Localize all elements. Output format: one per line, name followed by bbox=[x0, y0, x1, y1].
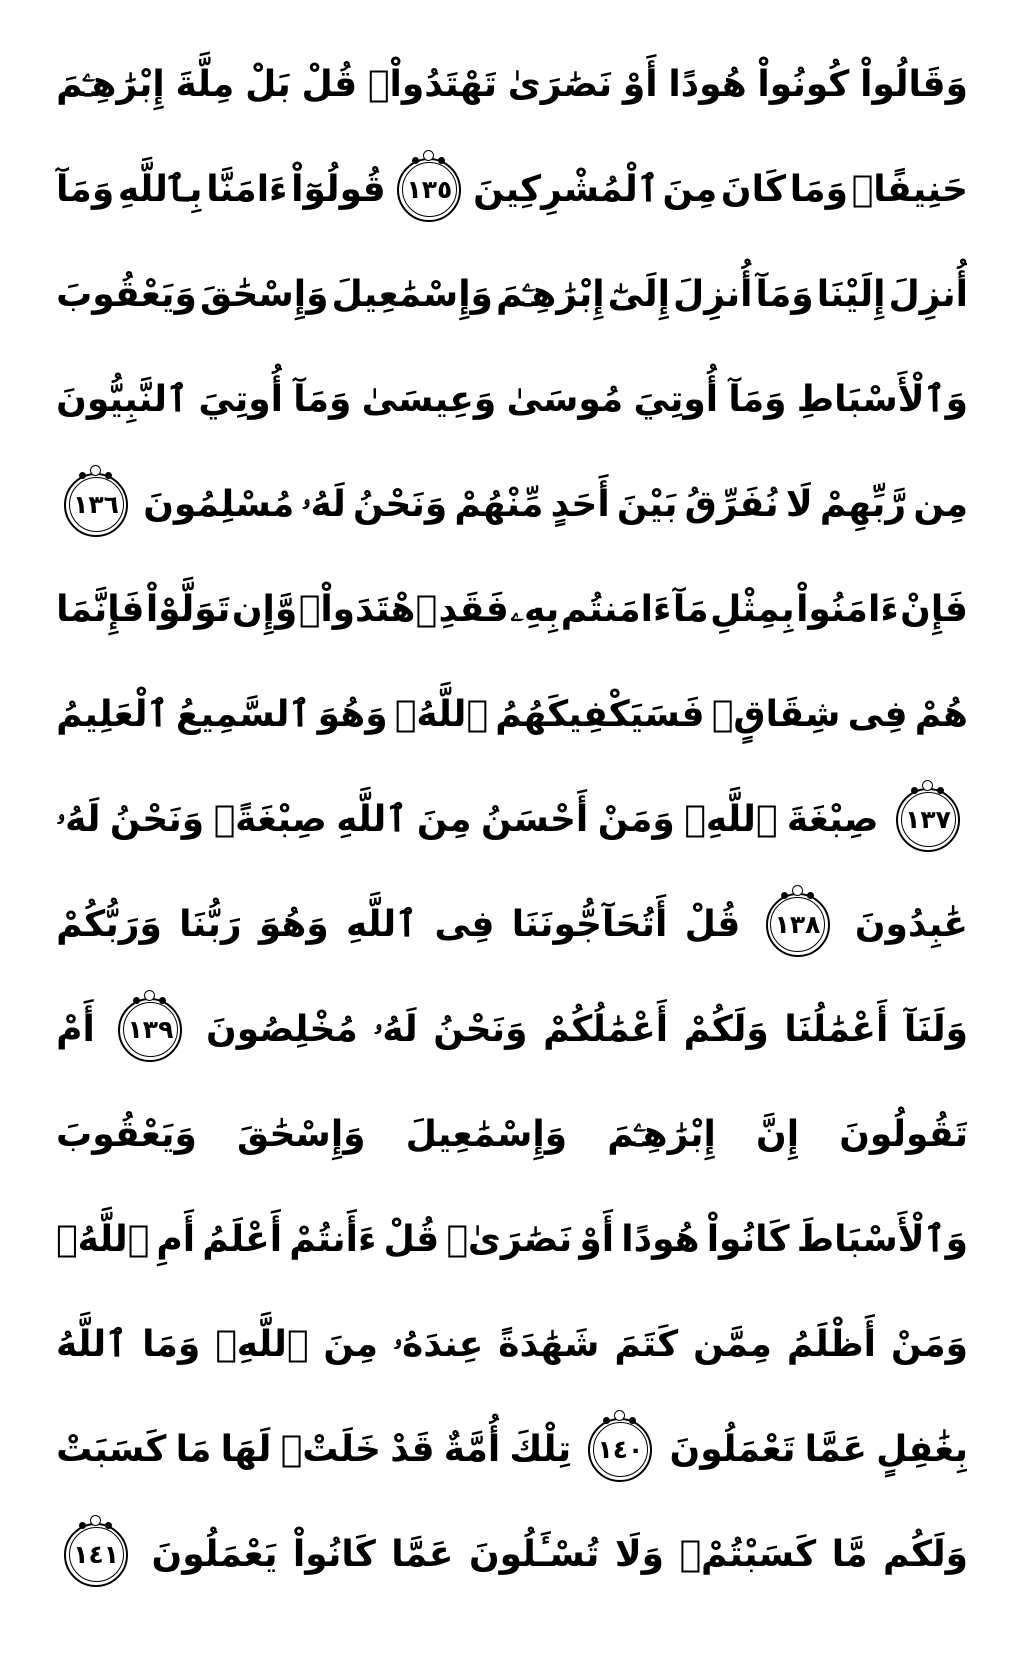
quran-word: مِنَ bbox=[416, 799, 472, 840]
quran-word: نُفَرِّقُ bbox=[684, 484, 779, 525]
quran-word: أُمَّةٌ bbox=[443, 1429, 501, 1470]
quran-word: صِبْغَةَ bbox=[786, 799, 879, 840]
quran-word: إِلَيْنَا bbox=[816, 274, 886, 315]
quran-word: قُولُوٓاْ bbox=[291, 169, 386, 210]
quran-word: وَمَآ bbox=[293, 379, 352, 420]
quran-word: أُوتِيَ bbox=[633, 379, 719, 420]
verse-number: ١٣٨ bbox=[774, 910, 821, 939]
quran-word: رَّبِّهِمْ bbox=[819, 484, 907, 525]
quran-word: قُلْ bbox=[684, 904, 741, 945]
quran-word: ٱللَّهُۚ bbox=[394, 694, 489, 735]
quran-word: إِبْرَٰهِـۧمَ bbox=[607, 1113, 716, 1155]
quran-word: وَهُوَ bbox=[317, 694, 388, 735]
quran-word: بِهِۦ bbox=[510, 588, 560, 630]
quran-word: وَمَنْ bbox=[890, 1324, 968, 1365]
quran-word: كَانُواْ bbox=[706, 1219, 790, 1260]
mushaf-line bbox=[56, 1082, 968, 1187]
verse-end-marker bbox=[64, 473, 128, 537]
quran-word: أَعْمَٰلُنَا bbox=[784, 1009, 889, 1050]
quran-word: تِلْكَ bbox=[509, 1429, 572, 1470]
quran-word: وَمَآ bbox=[755, 274, 814, 315]
quran-word: قُلْ bbox=[383, 1219, 440, 1260]
mushaf-line bbox=[56, 137, 968, 242]
verse-number: ١٣٥ bbox=[406, 175, 453, 204]
quran-word: هُودًا bbox=[621, 1219, 700, 1260]
quran-word: أَعْلَمُ bbox=[202, 1219, 283, 1260]
mushaf-line bbox=[56, 1397, 968, 1502]
quran-word: بِغَٰفِلٍ bbox=[876, 1429, 968, 1470]
quran-word: أُنزِلَ bbox=[672, 274, 753, 315]
quran-word: إِبْرَٰهِـۧمَ bbox=[56, 63, 165, 105]
verse-number: ١٣٦ bbox=[73, 490, 119, 519]
quran-word: وَلَكُم bbox=[882, 1534, 968, 1575]
quran-word: وَمَآ bbox=[56, 169, 115, 210]
quran-word: ٱلنَّبِيُّونَ bbox=[56, 379, 189, 420]
quran-word: أَوْ bbox=[579, 1219, 615, 1260]
quran-word: أَحْسَنُ bbox=[480, 799, 589, 840]
quran-word: أَحَدٍ bbox=[550, 484, 610, 525]
quran-word: ءَأَنتُمْ bbox=[289, 1219, 377, 1260]
quran-word: قُلْ bbox=[301, 64, 358, 105]
verse-number: ١٣٧ bbox=[905, 805, 951, 834]
quran-word: وَعِيسَىٰ bbox=[361, 379, 497, 420]
verse-number: ١٣٩ bbox=[127, 1015, 174, 1044]
quran-word: أَمِ bbox=[156, 1219, 196, 1260]
quran-word: مَآ bbox=[672, 589, 709, 630]
quran-word: خَلَتْۖ bbox=[280, 1429, 381, 1470]
quran-word: لَهُۥ bbox=[373, 1008, 418, 1050]
quran-word: هُمْ bbox=[914, 694, 968, 735]
quran-word: إِلَىٰٓ bbox=[607, 274, 670, 315]
quran-word: وَإِسْمَٰعِيلَ bbox=[331, 274, 493, 315]
mushaf-line bbox=[56, 1502, 968, 1607]
mushaf-line bbox=[56, 977, 968, 1082]
quran-word: بِمِثْلِ bbox=[710, 589, 795, 630]
mushaf-lines bbox=[56, 32, 968, 1607]
quran-word: مَّا bbox=[831, 1534, 868, 1575]
mushaf-line bbox=[56, 872, 968, 977]
quran-word: مِن bbox=[913, 484, 968, 525]
quran-word: ءَامَنُواْ bbox=[796, 589, 899, 630]
quran-word: عَمَّا bbox=[804, 1429, 867, 1470]
quran-word: صِبْغَةًۖ bbox=[213, 799, 327, 840]
quran-word: إِنَّ bbox=[755, 1114, 800, 1155]
quran-word: حَنِيفًاۖ bbox=[851, 169, 968, 210]
quran-word: رَبُّنَا bbox=[179, 904, 242, 945]
quran-word: كَتَمَ bbox=[614, 1324, 679, 1365]
quran-word: إِبْرَٰهِـۧمَ bbox=[495, 273, 605, 315]
quran-word: فَإِنَّمَا bbox=[56, 589, 145, 630]
verse-end-marker bbox=[64, 1523, 128, 1587]
quran-word: وَإِسْمَٰعِيلَ bbox=[405, 1114, 568, 1155]
quran-word: مِنَ bbox=[323, 1324, 379, 1365]
quran-word: تَعْمَلُونَ bbox=[669, 1429, 796, 1470]
quran-word: كَانُواْ bbox=[292, 1534, 376, 1575]
quran-word: شِقَاقٍۖ bbox=[711, 694, 841, 735]
quran-word: تَهْتَدُواْۗ bbox=[367, 64, 498, 105]
quran-word: ٱللَّهِۖ bbox=[684, 799, 778, 840]
quran-word: فَقَدِ bbox=[438, 589, 509, 630]
quran-word: لَهُۥ bbox=[56, 798, 101, 840]
quran-word: أَوْ bbox=[622, 64, 658, 105]
quran-word: فَسَيَكْفِيكَهُمُ bbox=[495, 694, 705, 735]
quran-word: ٱللَّهِۗ bbox=[215, 1324, 309, 1365]
quran-word: لَهُۥ bbox=[301, 483, 346, 525]
quran-word: وَّإِن bbox=[231, 589, 298, 630]
quran-word: مُخْلِصُونَ bbox=[206, 1009, 358, 1050]
quran-word: وَنَحْنُ bbox=[109, 799, 205, 840]
verse-end-marker bbox=[118, 998, 182, 1062]
quran-word: كَسَبْتُمْۖ bbox=[679, 1534, 817, 1575]
quran-word: وَٱلْأَسْبَاطَ bbox=[796, 1219, 968, 1260]
quran-word: أُنزِلَ bbox=[888, 274, 968, 315]
quran-word: أَعْمَٰلُكُمْ bbox=[543, 1009, 669, 1050]
quran-word: تَوَلَّوْاْ bbox=[145, 589, 231, 630]
quran-word: ٱللَّهِ bbox=[346, 904, 418, 945]
verse-end-marker bbox=[766, 893, 830, 957]
quran-word: بَيْنَ bbox=[616, 484, 678, 525]
quran-word: مِنَ bbox=[662, 169, 718, 210]
quran-word: ءَامَنَّا bbox=[206, 169, 288, 210]
quran-word: فِى bbox=[847, 694, 908, 735]
mushaf-line bbox=[56, 347, 968, 452]
quran-word: وَقَالُواْ bbox=[860, 64, 968, 105]
quran-word: أَمْ bbox=[56, 1009, 95, 1050]
quran-word: مِمَّن bbox=[693, 1324, 772, 1365]
mushaf-line bbox=[56, 242, 968, 347]
mushaf-line bbox=[56, 452, 968, 557]
quran-word: أَظْلَمُ bbox=[786, 1324, 877, 1365]
verse-number: ١٤١ bbox=[73, 1540, 119, 1569]
mushaf-line bbox=[56, 557, 968, 662]
quran-word: وَيَعْقُوبَ bbox=[56, 274, 197, 315]
quran-word: كُونُواْ bbox=[757, 64, 850, 105]
quran-word: مِّنْهُمْ bbox=[454, 484, 544, 525]
quran-word: وَمَآ bbox=[728, 379, 787, 420]
quran-word: وَٱلْأَسْبَاطِ bbox=[796, 379, 968, 420]
quran-word: مُوسَىٰ bbox=[506, 379, 624, 420]
quran-word: ءَامَنتُم bbox=[560, 589, 672, 630]
quran-word: كَسَبَتْ bbox=[56, 1429, 167, 1470]
verse-number: ١٤٠ bbox=[597, 1435, 644, 1464]
quran-word: بَلْ bbox=[245, 64, 291, 105]
quran-word: لَا bbox=[785, 484, 813, 525]
quran-word: كَانَ bbox=[720, 169, 787, 210]
mushaf-line bbox=[56, 662, 968, 767]
quran-word: وَمَا bbox=[789, 169, 848, 210]
quran-word: شَهَٰدَةً bbox=[498, 1324, 600, 1365]
quran-word: مُسْلِمُونَ bbox=[143, 484, 295, 525]
quran-word: تُسْـَٔلُونَ bbox=[468, 1534, 600, 1575]
quran-word: ٱهْتَدَواْۖ bbox=[298, 589, 438, 630]
quran-word: وَلَنَآ bbox=[903, 1009, 968, 1050]
quran-word: أَتُحَآجُّونَنَا bbox=[511, 904, 668, 945]
quran-word: يَعْمَلُونَ bbox=[151, 1534, 278, 1575]
quran-word: ٱللَّهِ bbox=[336, 799, 408, 840]
quran-word: وَمَنْ bbox=[597, 799, 675, 840]
quran-word: وَنَحْنُ bbox=[433, 1009, 528, 1050]
quran-word: تَقُولُونَ bbox=[839, 1114, 968, 1155]
quran-word: مَا bbox=[175, 1429, 212, 1470]
quran-word: وَلَكُمْ bbox=[683, 1009, 769, 1050]
quran-word: فَإِنْ bbox=[900, 589, 968, 630]
mushaf-line bbox=[56, 32, 968, 137]
quran-word: وَإِسْحَٰقَ bbox=[237, 1114, 366, 1155]
verse-end-marker bbox=[397, 158, 461, 222]
quran-word: أُوتِيَ bbox=[198, 379, 283, 420]
quran-word: عَمَّا bbox=[391, 1534, 454, 1575]
quran-word: وَإِسْحَٰقَ bbox=[199, 274, 329, 315]
mushaf-line bbox=[56, 1292, 968, 1397]
quran-word: فِى bbox=[434, 904, 495, 945]
quran-word: نَصَٰرَىٰۗ bbox=[446, 1219, 573, 1260]
quran-word: وَنَحْنُ bbox=[352, 484, 448, 525]
quran-word: وَلَا bbox=[614, 1534, 665, 1575]
quran-word: ٱللَّهُۗ bbox=[56, 1219, 150, 1260]
quran-word: وَمَا bbox=[142, 1324, 201, 1365]
quran-word: مِلَّةَ bbox=[175, 64, 235, 105]
verse-end-marker bbox=[896, 788, 960, 852]
quran-word: عَٰبِدُونَ bbox=[854, 904, 968, 945]
quran-word: قَدْ bbox=[390, 1429, 435, 1470]
quran-word: ٱللَّهُ bbox=[56, 1324, 128, 1365]
quran-word: وَرَبُّكُمْ bbox=[56, 904, 162, 945]
quran-word: عِندَهُۥ bbox=[392, 1323, 484, 1365]
quran-word: وَيَعْقُوبَ bbox=[56, 1114, 197, 1155]
quran-word: وَهُوَ bbox=[258, 904, 329, 945]
quran-word: ٱلْمُشْرِكِينَ bbox=[473, 169, 659, 210]
quran-word: نَصَٰرَىٰ bbox=[507, 64, 613, 105]
mushaf-line bbox=[56, 1187, 968, 1292]
mushaf-line bbox=[56, 767, 968, 872]
quran-word: لَهَا bbox=[220, 1429, 272, 1470]
quran-word: ٱلسَّمِيعُ bbox=[175, 694, 311, 735]
quran-word: هُودًا bbox=[668, 64, 747, 105]
verse-end-marker bbox=[588, 1418, 652, 1482]
quran-word: ٱلْعَلِيمُ bbox=[56, 694, 169, 735]
quran-word: بِٱللَّهِ bbox=[117, 169, 203, 210]
